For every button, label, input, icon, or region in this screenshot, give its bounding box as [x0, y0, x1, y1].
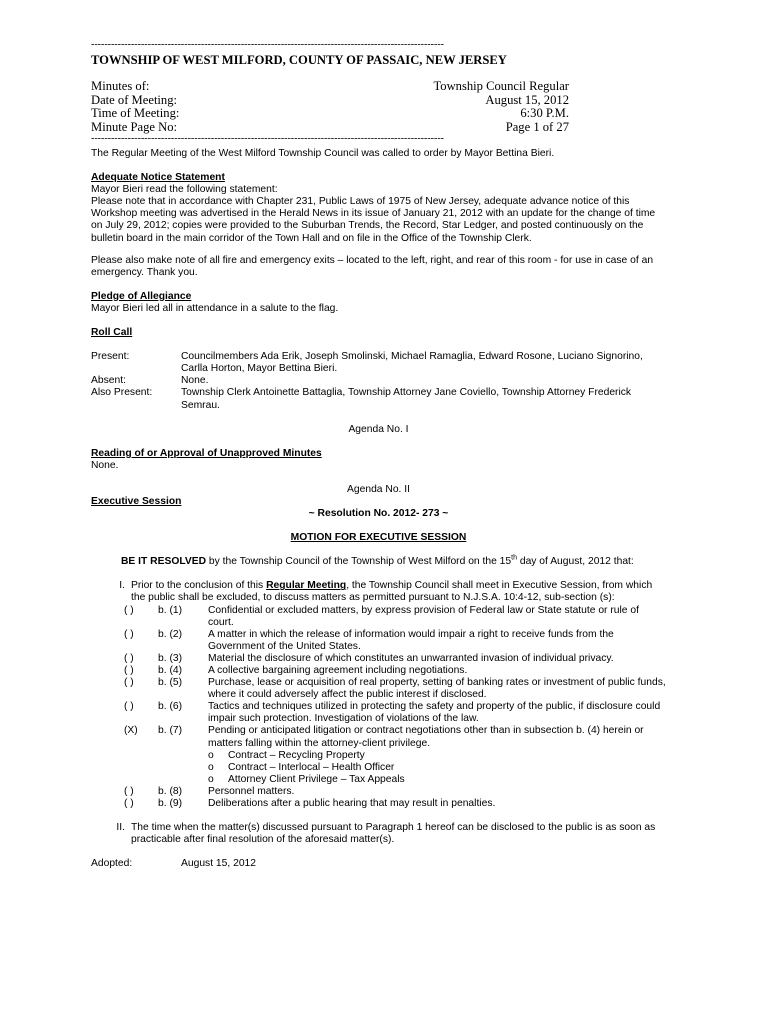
checkbox-mark: (X): [124, 725, 138, 737]
checkbox-mark: ( ): [124, 604, 134, 616]
bullet-mark: o: [208, 773, 214, 785]
checkbox-mark: ( ): [124, 701, 134, 713]
item-two: [103, 822, 666, 846]
resolved-sup: th: [511, 554, 517, 562]
bullet-item: [208, 750, 666, 762]
minutes-page: [91, 40, 666, 870]
list-item: [124, 653, 666, 665]
bullet-text: Attorney Client Privilege – Tax Appeals: [228, 773, 405, 785]
resolved-bold: BE IT RESOLVED: [121, 556, 207, 568]
present-label: Present:: [91, 351, 130, 363]
bullet-text: Contract – Recycling Property: [228, 749, 365, 761]
info-label: Date of Meeting:: [91, 92, 178, 107]
subsection-code: b. (3): [158, 652, 183, 664]
item-number: I.: [119, 580, 125, 592]
info-row: [91, 121, 569, 135]
adopted-label: Adopted:: [91, 858, 133, 870]
adopted-date: August 15, 2012: [181, 858, 256, 870]
item-number: II.: [116, 822, 125, 834]
top-dash-line: ----------------------------------------------------------------------------------------------------------: [91, 40, 444, 50]
absent-label: Absent:: [91, 375, 126, 387]
list-item: [124, 725, 666, 749]
intro-text: The Regular Meeting of the West Milford Township Council was called to order by Mayor Bettina Bieri.: [91, 148, 555, 159]
adequate-notice-line: Mayor Bieri read the following statement:: [91, 184, 278, 196]
adequate-notice-paragraph: Please note that in accordance with Chapter 231, Public Laws of 1975 of New Jersey, adequate advance notice of this Workshop meeting was advertised in the Herald News in its issue of January 21, 2012 with an update for the change of time on July 29, 2012; copies were provided to the Suburban Trends, the Record, Star Ledger, and posted continuously on the bulletin board in the main corridor of the Town Hall and on file in the Office of the Township Clerk.: [91, 196, 656, 244]
agenda-one: Agenda No. I: [348, 423, 409, 435]
list-item: [124, 605, 666, 629]
list-item: [124, 629, 666, 653]
present-value: Councilmembers Ada Erik, Joseph Smolinski, Michael Ramaglia, Edward Rosone, Luciano Signorino, Carlla Horton, Mayor Bettina Bieri.: [181, 351, 643, 375]
bottom-dash-line: ----------------------------------------------------------------------------------------------------------: [91, 134, 444, 144]
also-present-value: Township Clerk Antoinette Battaglia, Township Attorney Jane Coviello, Township Attorney Frederick Semrau.: [181, 387, 632, 411]
subsection-code: b. (6): [158, 701, 183, 713]
resolved-paragraph: [91, 556, 666, 568]
subsection-desc: Deliberations after a public hearing that may result in penalties.: [208, 798, 496, 810]
minutes-text: None.: [91, 459, 119, 471]
meeting-info: [91, 80, 569, 134]
executive-session-heading: Executive Session: [91, 495, 182, 507]
subsection-code: b. (7): [158, 725, 183, 737]
checkbox-mark: ( ): [124, 652, 134, 664]
info-row: [91, 80, 569, 94]
subsection-desc: A matter in which the release of information would impair a right to receive funds from the Government of the United States.: [208, 628, 614, 652]
subsection-desc: Pending or anticipated litigation or contract negotiations other than in subsection b. (4) herein or matters falling within the attorney-client privilege.: [208, 725, 644, 749]
item-text: Prior to the conclusion of this Regular Meeting, the Township Council shall meet in Executive Session, from which the public shall be excluded, to discuss matters as permitted pursuant to N.J.S.A. 10:4-12, sub-section (s):: [131, 580, 653, 604]
list-item: [124, 786, 666, 798]
bullet-mark: o: [208, 749, 214, 761]
subsection-desc: Confidential or excluded matters, by express provision of Federal law or State statute or rule of court.: [208, 604, 639, 628]
adequate-notice-heading: Adequate Notice Statement: [91, 172, 225, 184]
absent-value: None.: [181, 375, 209, 387]
resolution-number: ~ Resolution No. 2012- 273 ~: [308, 508, 449, 520]
regular-meeting-emphasis: Regular Meeting: [266, 580, 347, 592]
subsection-desc: A collective bargaining agreement including negotiations.: [208, 665, 468, 676]
item-one: [103, 580, 666, 604]
info-row: [91, 94, 569, 108]
bullet-item: [208, 774, 666, 786]
list-item: [124, 677, 666, 701]
bullet-text: Contract – Interlocal – Health Officer: [228, 761, 395, 773]
subsection-code: b. (2): [158, 628, 183, 640]
subsection-code: b. (8): [158, 785, 183, 797]
info-row: [91, 107, 569, 121]
subsection-desc: Personnel matters.: [208, 785, 295, 797]
pledge-text: Mayor Bieri led all in attendance in a salute to the flag.: [91, 302, 339, 314]
resolution-items: [103, 580, 666, 846]
emergency-exits-paragraph: Please also make note of all fire and emergency exits – located to the left, right, and rear of this room - for use in case of an emergency. Thank you.: [91, 254, 654, 278]
agenda-two: Agenda No. II: [347, 483, 410, 495]
document-title: TOWNSHIP OF WEST MILFORD, COUNTY OF PASSAIC, NEW JERSEY: [91, 53, 507, 67]
resolved-tail: day of August, 2012 that:: [516, 556, 634, 568]
roll-call-heading: Roll Call: [91, 327, 133, 339]
info-label: Minute Page No:: [91, 119, 178, 134]
roll-also-present: [91, 387, 666, 411]
info-value: Page 1 of 27: [505, 119, 569, 134]
info-value: Township Council Regular: [433, 79, 569, 93]
subsection-code: b. (1): [158, 604, 183, 616]
item-text: The time when the matter(s) discussed pursuant to Paragraph 1 hereof can be disclosed to the public is as soon as practicable after final resolution of the aforesaid matter(s).: [131, 822, 656, 846]
pledge-heading: Pledge of Allegiance: [91, 290, 192, 302]
roll-absent: [91, 375, 666, 387]
checkbox-mark: ( ): [124, 677, 134, 689]
subsection-code: b. (9): [158, 798, 183, 810]
list-item: [124, 665, 666, 677]
subsection-code: b. (5): [158, 677, 183, 689]
info-value: August 15, 2012: [485, 92, 569, 107]
motion-title: MOTION FOR EXECUTIVE SESSION: [290, 532, 467, 544]
subsection-desc: Material the disclosure of which constitutes an unwarranted invasion of individual privacy.: [208, 652, 614, 664]
subsection-desc: Tactics and techniques utilized in protecting the safety and property of the public, if disclosure could impair such protection. Investigation of violations of the law.: [208, 701, 661, 725]
adopted-line: [91, 858, 666, 870]
checkbox-mark: ( ): [124, 665, 134, 676]
list-item: [124, 798, 666, 810]
bullet-mark: o: [208, 761, 214, 773]
checkbox-mark: ( ): [124, 785, 134, 797]
resolved-text: by the Township Council of the Township of West Milford on the 15: [206, 556, 512, 568]
bullet-item: [208, 762, 666, 774]
also-present-label: Also Present:: [91, 387, 153, 399]
checkbox-mark: ( ): [124, 798, 134, 810]
subsection-code: b. (4): [158, 665, 183, 676]
checkbox-mark: ( ): [124, 628, 134, 640]
roll-present: [91, 351, 666, 375]
info-value: 6:30 P.M.: [520, 106, 569, 120]
info-label: Minutes of:: [91, 79, 150, 93]
minutes-heading: Reading of or Approval of Unapproved Minutes: [91, 447, 322, 459]
subsection-desc: Purchase, lease or acquisition of real property, setting of banking rates or investment of public funds, where it could adversely affect the public interest if disclosed.: [208, 677, 666, 701]
info-label: Time of Meeting:: [91, 106, 180, 120]
list-item: [124, 701, 666, 725]
